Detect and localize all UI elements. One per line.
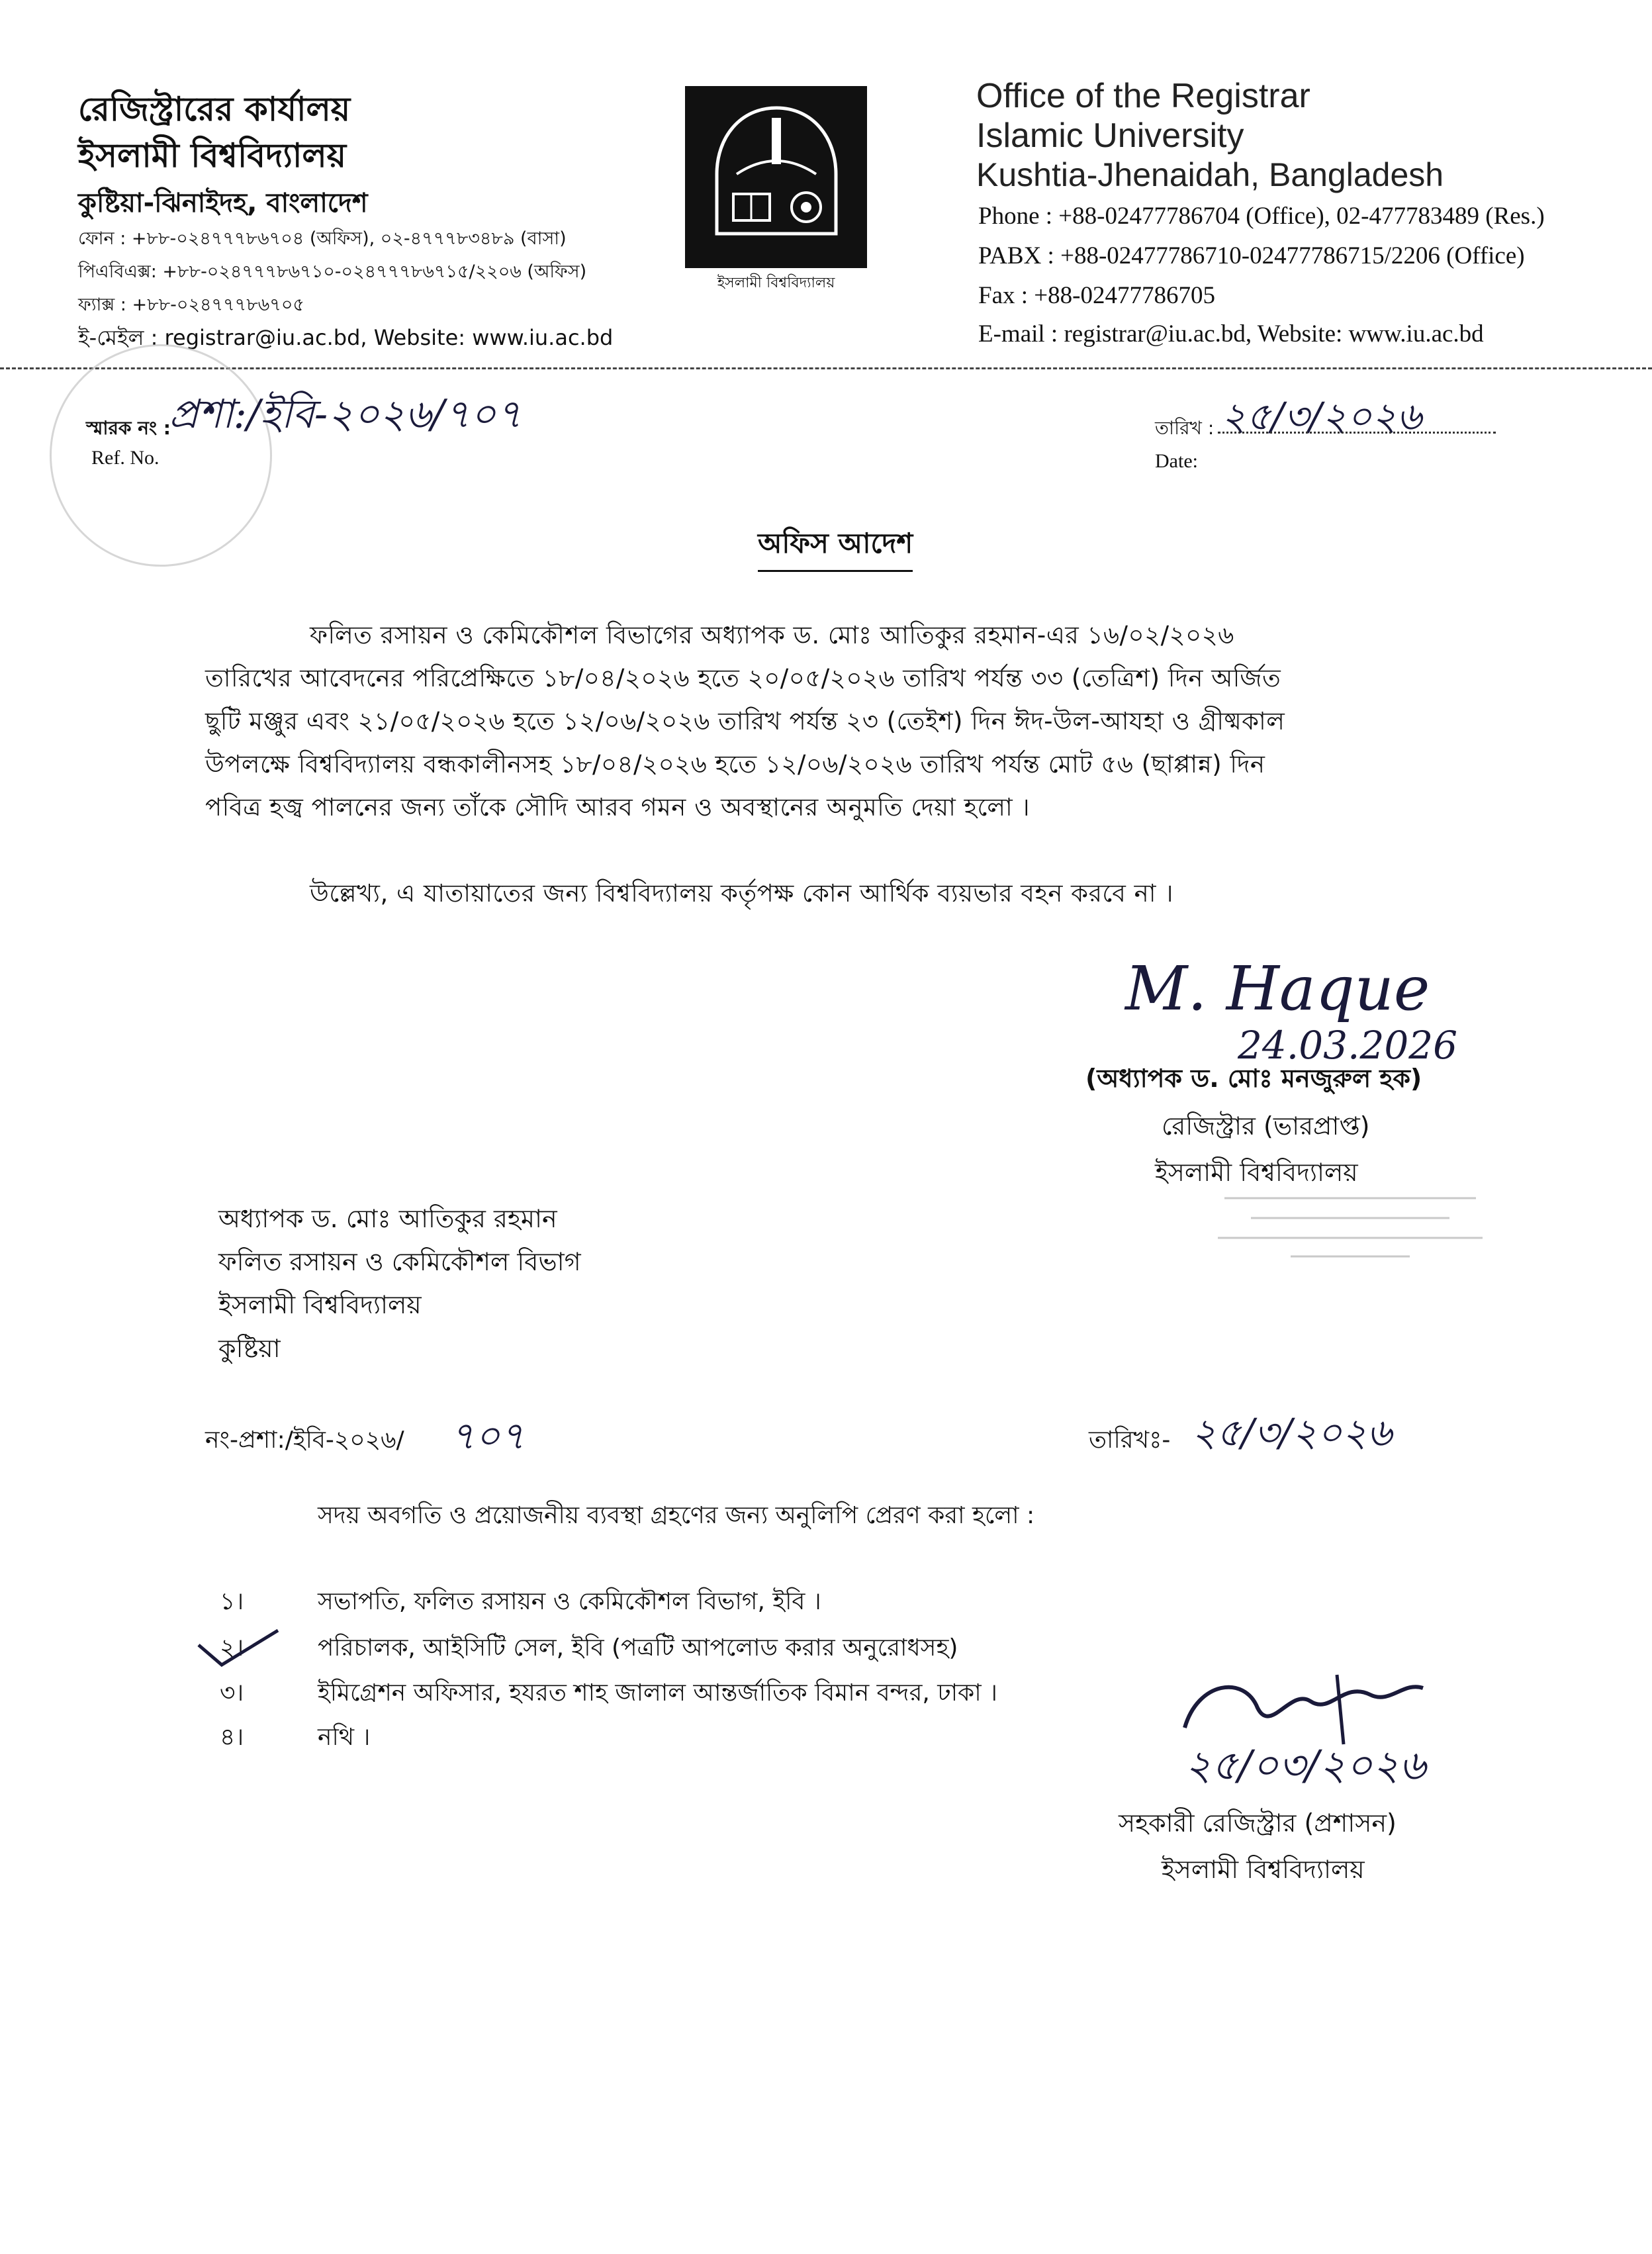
order-paragraph-line: উপলক্ষে বিশ্ববিদ্যালয় বন্ধকালীনসহ ১৮/০৪/২০২৬ হতে ১২/০৬/২০২৬ তারিখ পর্যন্ত মোট ৫৬ (ছাপ্পান্ন) দিন (205, 750, 1265, 778)
cc-item-text: নথি । (318, 1724, 371, 1751)
cc-item-text: ইমিগ্রেশন অফিসার, হযরত শাহ জালাল আন্তর্জাতিক বিমান বন্দর, ঢাকা । (318, 1679, 997, 1707)
registrar-seal-stamp (1211, 1185, 1489, 1264)
cc-item-number: ২। (220, 1634, 244, 1662)
university-seal-icon (700, 101, 852, 254)
ref-label-en: Ref. No. (91, 447, 160, 469)
date-dotted-line (1218, 432, 1496, 434)
office-name-bn: রেজিস্ট্রারের কার্যালয় (78, 90, 351, 128)
registrar-title: রেজিস্ট্রার (ভারপ্রাপ্ত) (1162, 1111, 1370, 1141)
cc-item-number: ১। (220, 1588, 244, 1615)
phone-bn: ফোন : +৮৮-০২৪৭৭৭৮৬৭০৪ (অফিস), ০২-৪৭৭৭৮৩৪৮৯ (বাসা) (78, 228, 567, 249)
cc-item-number: ৩। (220, 1679, 244, 1707)
location-en: Kushtia-Jhenaidah, Bangladesh (976, 156, 1444, 193)
cc-item-number: ৪। (220, 1724, 244, 1751)
header-divider (0, 367, 1652, 369)
order-paragraph-line: পবিত্র হজ্ব পালনের জন্য তাঁকে সৌদি আরব গমন ও অবস্থানের অনুমতি দেয়া হলো । (205, 793, 1031, 822)
university-logo (685, 86, 867, 268)
copy-date-label: তারিখঃ- (1089, 1427, 1171, 1454)
assistant-registrar-university: ইসলামী বিশ্ববিদ্যালয় (1162, 1855, 1365, 1884)
cc-item-text: সভাপতি, ফলিত রসায়ন ও কেমিকৌশল বিভাগ, ইবি । (318, 1588, 821, 1615)
date-value: ২৫/৩/২০২৬ (1221, 394, 1422, 439)
registrar-signature: M. Haque (1125, 953, 1430, 1024)
copy-intro: সদয় অবগতি ও প্রয়োজনীয় ব্যবস্থা গ্রহণের জন্য অনুলিপি প্রেরণ করা হলো : (318, 1502, 1035, 1529)
pabx-en: PABX : +88-02477786710-02477786715/2206 (Office) (978, 242, 1525, 269)
recipient-line: কুষ্টিয়া (218, 1334, 281, 1363)
assistant-signed-date: ২৫/০৩/২০২৬ (1185, 1741, 1426, 1789)
order-title: অফিস আদেশ (758, 522, 913, 572)
phone-en: Phone : +88-02477786704 (Office), 02-477783489 (Res.) (978, 203, 1545, 230)
assistant-registrar-title: সহকারী রেজিস্ট্রার (প্রশাসন) (1119, 1808, 1397, 1838)
order-paragraph-line: ছুটি মঞ্জুর এবং ২১/০৫/২০২৬ হতে ১২/০৬/২০২৬ তারিখ পর্যন্ত ২৩ (তেইশ) দিন ঈদ-উল-আযহা ও গ্রীষ্মকাল (205, 707, 1285, 735)
fax-en: Fax : +88-02477786705 (978, 282, 1215, 309)
logo-caption: ইসলামী বিশ্ববিদ্যালয় (717, 275, 835, 291)
cc-item-text: পরিচালক, আইসিটি সেল, ইবি (পত্রটি আপলোড করার অনুরোধসহ) (318, 1634, 958, 1662)
location-bn: কুষ্টিয়া-ঝিনাইদহ, বাংলাদেশ (78, 188, 368, 218)
checkmark-icon (192, 1625, 285, 1671)
ref-number: প্রশা:/ইবি-২০২৬/৭০৭ (169, 391, 522, 438)
recipient-line: ফলিত রসায়ন ও কেমিকৌশল বিভাগ (218, 1247, 581, 1276)
copy-ref-number: ৭০৭ (450, 1413, 526, 1458)
copy-ref-label: নং-প্রশা:/ইবি-২০২৬/ (205, 1427, 404, 1454)
copy-date-value: ২৫/৩/২০২৬ (1191, 1410, 1392, 1455)
office-stamp (50, 344, 272, 567)
registrar-university: ইসলামী বিশ্ববিদ্যালয় (1155, 1158, 1358, 1187)
email-en: E-mail : registrar@iu.ac.bd, Website: www.iu.ac.bd (978, 320, 1484, 348)
university-name-bn: ইসলামী বিশ্ববিদ্যালয় (78, 136, 347, 175)
recipient-line: অধ্যাপক ড. মোঃ আতিকুর রহমান (218, 1204, 557, 1233)
order-paragraph-line: ফলিত রসায়ন ও কেমিকৌশল বিভাগের অধ্যাপক ড. মোঃ আতিকুর রহমান-এর ১৬/০২/২০২৬ (310, 621, 1234, 649)
order-note: উল্লেখ্য, এ যাতায়াতের জন্য বিশ্ববিদ্যালয় কর্তৃপক্ষ কোন আর্থিক ব্যয়ভার বহন করবে না । (310, 879, 1173, 908)
order-paragraph-line: তারিখের আবেদনের পরিপ্রেক্ষিতে ১৮/০৪/২০২৬ হতে ২০/০৫/২০২৬ তারিখ পর্যন্ত ৩৩ (তেত্রিশ) দিন অর্জিত (205, 664, 1281, 692)
email-bn: ই-মেইল : registrar@iu.ac.bd, Website: www.iu.ac.bd (78, 325, 614, 350)
recipient-line: ইসলামী বিশ্ববিদ্যালয় (218, 1290, 422, 1319)
pabx-bn: পিএবিএক্স: +৮৮-০২৪৭৭৭৮৬৭১০-০২৪৭৭৭৮৬৭১৫/২২০৬ (অফিস) (78, 261, 587, 282)
registrar-signed-date: 24.03.2026 (1238, 1023, 1458, 1068)
fax-bn: ফ্যাক্স : +৮৮-০২৪৭৭৭৮৬৭০৫ (78, 295, 304, 315)
date-label-bn: তারিখ : (1155, 417, 1215, 439)
registrar-name: (অধ্যাপক ড. মোঃ মনজুরুল হক) (1085, 1064, 1422, 1093)
university-name-en: Islamic University (976, 117, 1244, 155)
office-name-en: Office of the Registrar (976, 77, 1310, 115)
date-label-en: Date: (1155, 450, 1198, 472)
ref-label-bn: স্মারক নং : (86, 417, 171, 439)
